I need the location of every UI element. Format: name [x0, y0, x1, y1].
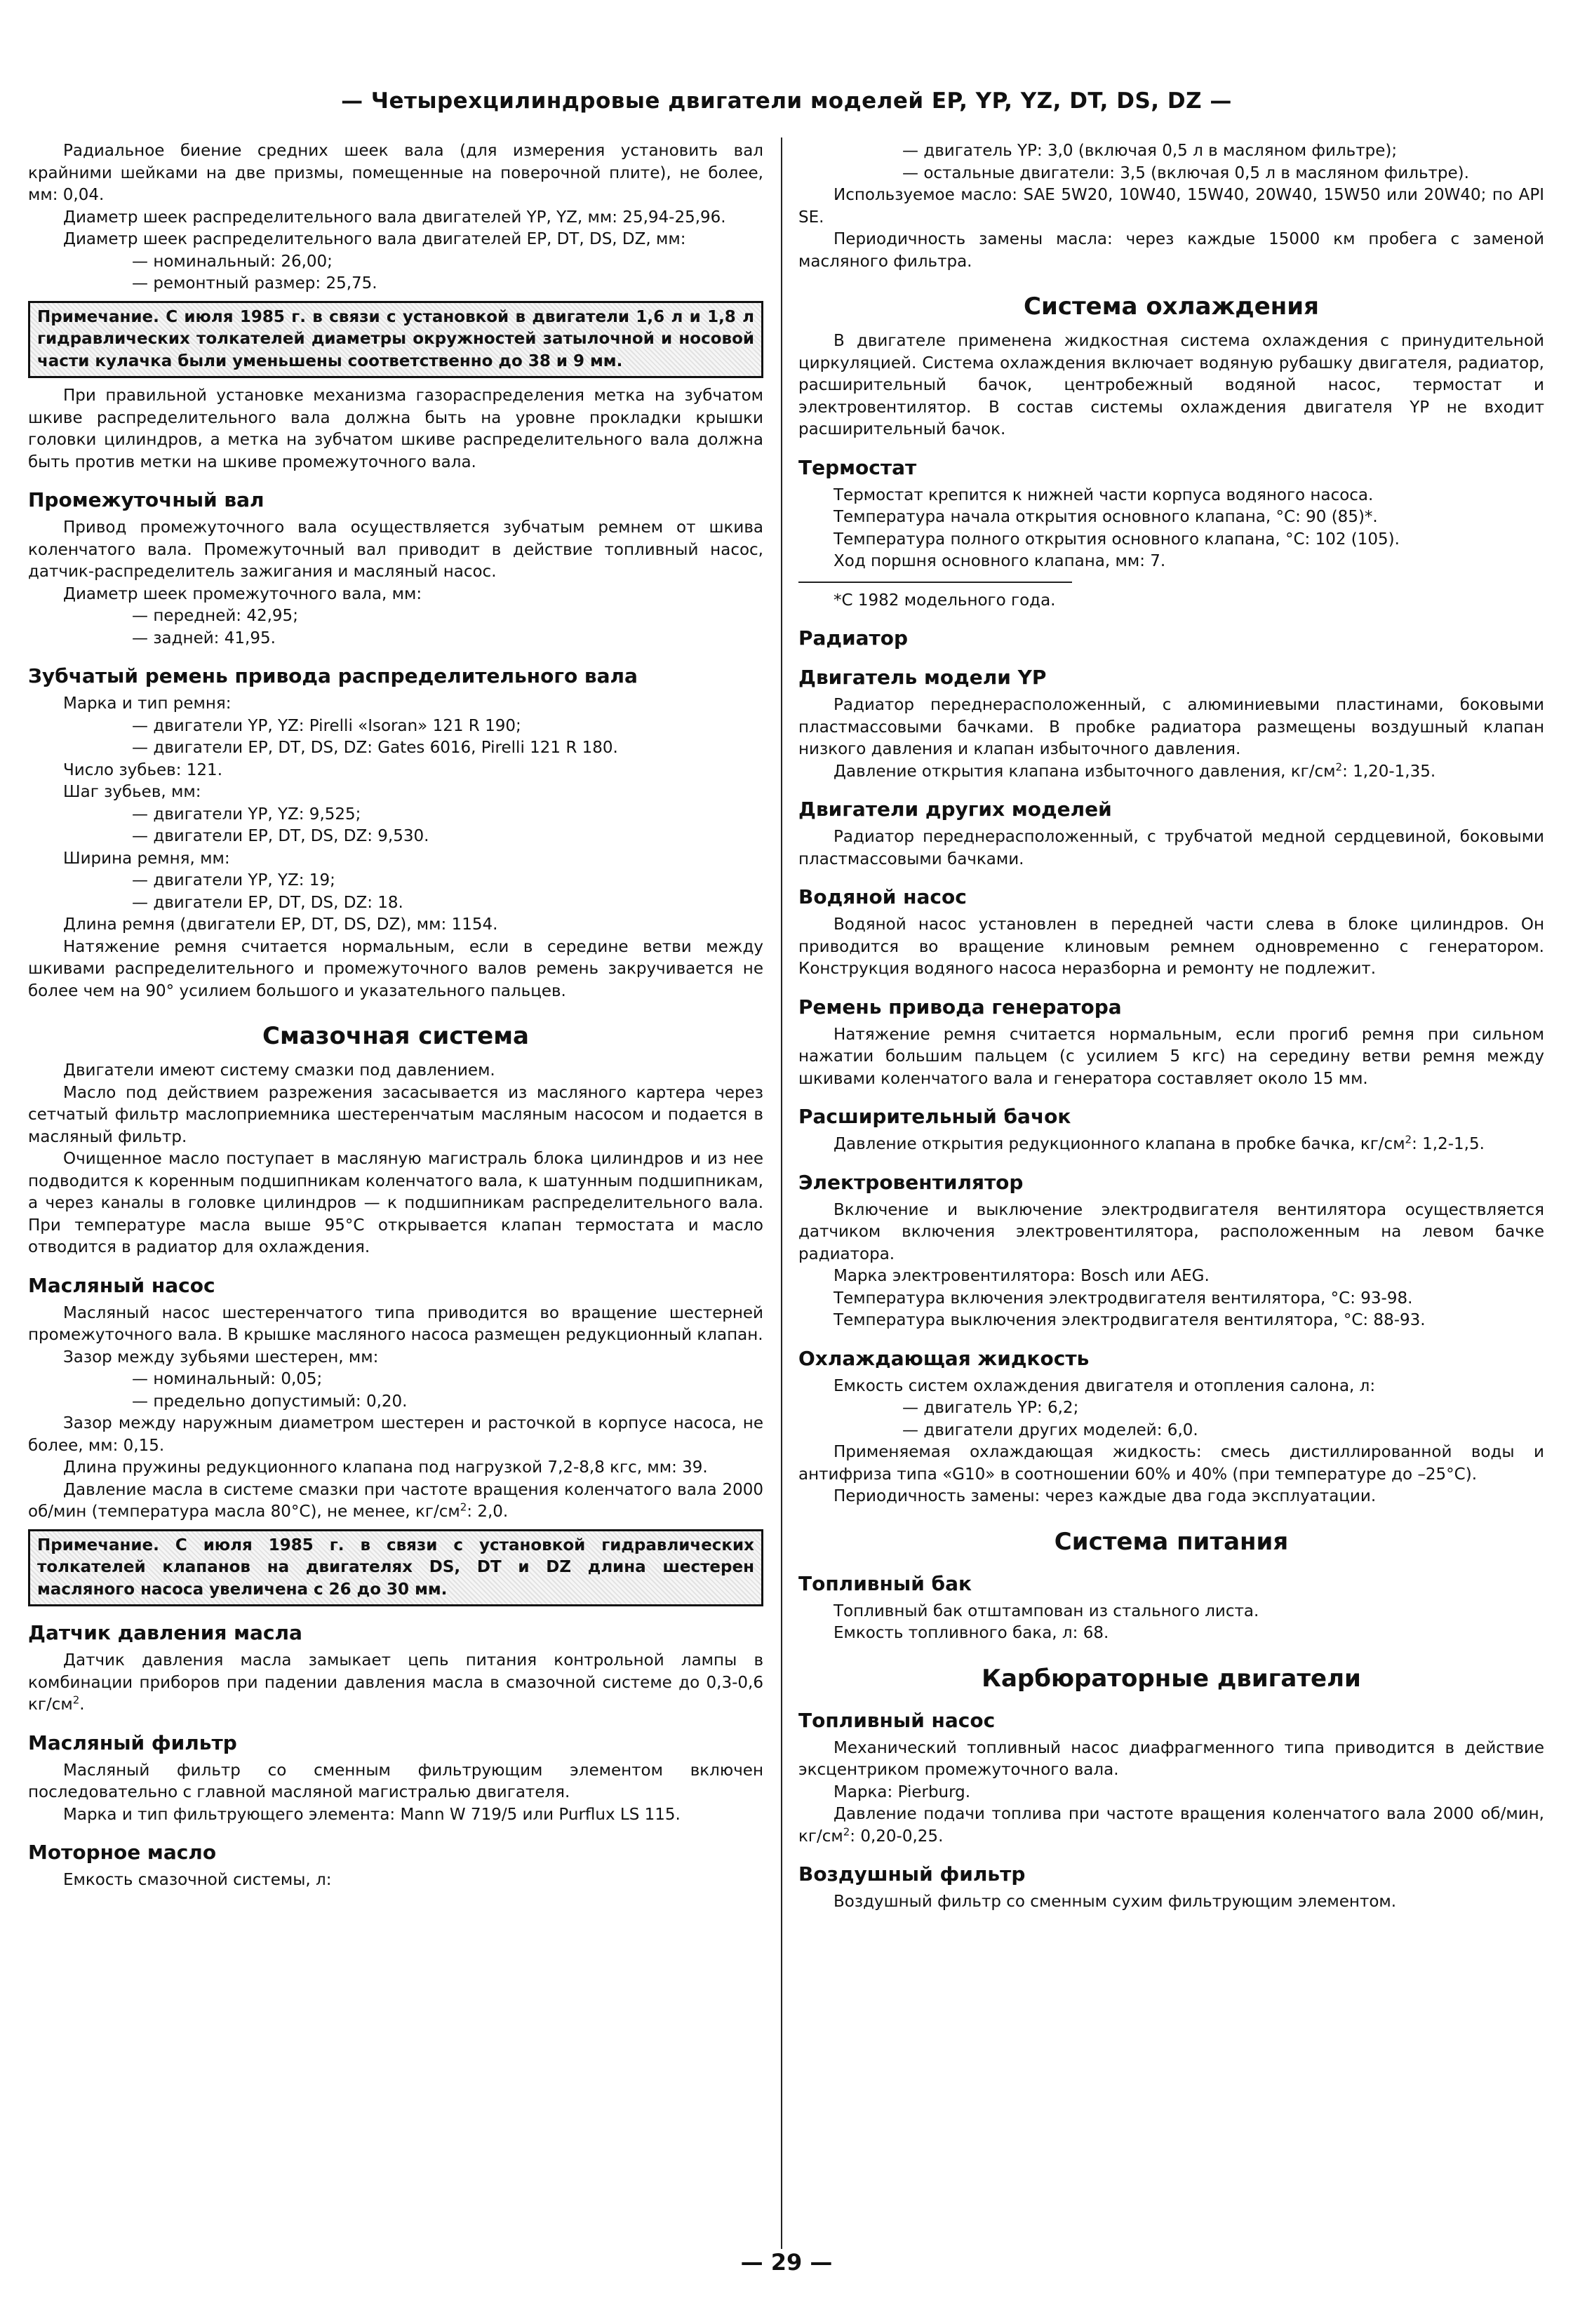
paragraph: Температура включения электродвигателя вентилятора, °С: 93-98.: [834, 1289, 1413, 1308]
superscript: 2: [1405, 1133, 1412, 1146]
footnote: *С 1982 модельного года.: [834, 591, 1056, 610]
paragraph: Топливный бак отштампован из стального листа.: [834, 1601, 1259, 1620]
chapter-heading: Система питания: [1054, 1527, 1289, 1556]
paragraph: Температура выключения электродвигателя вентилятора, °С: 88-93.: [834, 1311, 1426, 1329]
paragraph: Диаметр шеек распределительного вала двигателей YP, YZ, мм: 25,94-25,96.: [63, 208, 726, 227]
text: Давление открытия клапана избыточного давления, кг/см: [834, 762, 1336, 781]
subsection-heading: Двигатель модели YP: [798, 666, 1047, 689]
left-column: [28, 140, 763, 1892]
list-item: — двигатели EP, DT, DS, DZ: 9,530.: [28, 826, 763, 848]
text: : 2,0.: [467, 1503, 509, 1521]
paragraph: Двигатели имеют систему смазки под давлением.: [63, 1061, 495, 1080]
superscript: 2: [72, 1693, 80, 1707]
text: Давление подачи топлива при частоте вращения коленчатого вала 2000 об/мин, кг/см: [798, 1805, 1544, 1846]
paragraph: Марка и тип фильтрующего элемента: Mann W 719/5 или Purflux LS 115.: [63, 1805, 681, 1824]
list-item: — номинальный: 26,00;: [28, 251, 763, 274]
paragraph: [798, 761, 1544, 784]
list-item: — двигатели YP, YZ: Pirelli «Isoran» 121 R 190;: [28, 716, 763, 738]
text: Датчик давления масла замыкает цепь питания контрольной лампы в комбинации приборов при падении давления масла в смазочной системе до 0,3-0,6 кг/см: [28, 1651, 763, 1714]
running-header: — Четырехцилиндровые двигатели моделей EP, YP, YZ, DT, DS, DZ —: [341, 88, 1232, 114]
list-item: — передней: 42,95;: [28, 605, 763, 628]
paragraph: Очищенное масло поступает в масляную магистраль блока цилиндров и из нее подводится к коренным подшипникам коленчатого вала, к шатунным подшипникам, а через каналы в головке цилиндров — к подшипникам распределительного вала. При температуре масла выше 95°С открывается клапан термостата и масло отводится в радиатор для охлаждения.: [28, 1150, 763, 1256]
paragraph: Масляный насос шестеренчатого типа приводится во вращение шестерней промежуточного вала. В крышке масляного насоса размещен редукционный клапан.: [28, 1303, 763, 1344]
paragraph: Марка: Pierburg.: [834, 1782, 971, 1801]
paragraph: Число зубьев: 121.: [63, 760, 223, 779]
superscript: 2: [460, 1500, 467, 1514]
paragraph: Зазор между зубьями шестерен, мм:: [63, 1348, 379, 1366]
text: : 1,20-1,35.: [1342, 762, 1436, 781]
column-divider: [781, 137, 782, 2249]
paragraph: Диаметр шеек промежуточного вала, мм:: [63, 584, 422, 603]
superscript: 2: [1335, 760, 1343, 773]
paragraph: Водяной насос установлен в передней части слева в блоке цилиндров. Он приводится во вращение клиновым ремнем одновременно с генератором. Конструкция водяного насоса неразборна и ремонту не подлежит.: [798, 915, 1544, 978]
paragraph: Масло под действием разрежения засасывается из масляного картера через сетчатый фильтр маслоприемника шестеренчатым масляным насосом и подается в масляный фильтр.: [28, 1083, 763, 1146]
chapter-heading: Смазочная система: [262, 1022, 529, 1050]
section-heading: Датчик давления масла: [28, 1621, 302, 1644]
text: : 1,2-1,5.: [1412, 1135, 1485, 1153]
footnote-rule: [798, 582, 1072, 583]
section-heading: Водяной насос: [798, 885, 967, 908]
section-heading: Зубчатый ремень привода распределительного вала: [28, 664, 638, 687]
paragraph: Длина ремня (двигатели EP, DT, DS, DZ), мм: 1154.: [63, 915, 498, 934]
page-number: — 29 —: [740, 2249, 833, 2276]
section-heading: Моторное масло: [28, 1841, 217, 1864]
paragraph: Диаметр шеек распределительного вала двигателей EP, DT, DS, DZ, мм:: [63, 230, 686, 248]
list-item: — задней: 41,95.: [28, 628, 763, 650]
paragraph: Включение и выключение электродвигателя вентилятора осуществляется датчиком включения электровентилятора, расположенным на левом бачке радиатора.: [798, 1200, 1544, 1263]
paragraph: Радиальное биение средних шеек вала (для измерения установить вал крайними шейками на две призмы, помещенные на поверочной плите), не более, мм: 0,04.: [28, 142, 763, 204]
list-item: — ремонтный размер: 25,75.: [28, 273, 763, 295]
paragraph: Марка электровентилятора: Bosch или AEG.: [834, 1267, 1210, 1285]
section-heading: Топливный насос: [798, 1708, 996, 1732]
list-item: — остальные двигатели: 3,5 (включая 0,5 л в масляном фильтре).: [798, 163, 1544, 185]
note-box: Примечание. С июля 1985 г. в связи с установкой в двигатели 1,6 л и 1,8 л гидравлических толкателей диаметры окружностей затылочной и носовой части кулачка были уменьшены соответственно до 38 и 9 мм.: [28, 301, 763, 379]
section-heading: Охлаждающая жидкость: [798, 1346, 1090, 1370]
paragraph: При правильной установке механизма газораспределения метка на зубчатом шкиве распределительного вала должна быть на уровне прокладки крышки головки цилиндров, а метка на зубчатом шкиве распределительного вала должна быть против метки на шкиве промежуточного вала.: [28, 387, 763, 471]
paragraph: Емкость смазочной системы, л:: [63, 1871, 332, 1889]
section-heading: Радиатор: [798, 626, 909, 650]
paragraph: Шаг зубьев, мм:: [63, 783, 201, 801]
paragraph: Используемое масло: SAE 5W20, 10W40, 15W40, 20W40, 15W50 или 20W40; по API SE.: [798, 186, 1544, 227]
section-heading: Топливный бак: [798, 1571, 972, 1595]
list-item: — двигатель YP: 6,2;: [798, 1397, 1544, 1420]
paragraph: Температура начала открытия основного клапана, °С: 90 (85)*.: [834, 508, 1378, 526]
paragraph: Радиатор переднерасположенный, с трубчатой медной сердцевиной, боковыми пластмассовыми бачками.: [798, 828, 1544, 868]
section-heading: Электровентилятор: [798, 1170, 1024, 1194]
list-item: — двигатель YP: 3,0 (включая 0,5 л в масляном фильтре);: [798, 140, 1544, 163]
paragraph: Натяжение ремня считается нормальным, если прогиб ремня при сильном нажатии большим пальцем (с усилием 5 кгс) на середину ветви ремня между шкивами коленчатого вала и генератора составляет около 15 мм.: [798, 1025, 1544, 1088]
chapter-heading: Карбюраторные двигатели: [982, 1664, 1361, 1693]
section-heading: Масляный насос: [28, 1273, 215, 1297]
paragraph: Марка и тип ремня:: [63, 694, 232, 713]
paragraph: Температура полного открытия основного клапана, °С: 102 (105).: [834, 530, 1400, 549]
paragraph: В двигателе применена жидкостная система охлаждения с принудительной циркуляцией. Система охлаждения включает водяную рубашку двигателя, радиатор, расширительный бачок, центробежный водяной насос, термостат и электровентилятор. В состав системы охлаждения двигателя YP не входит расширительный бачок.: [798, 332, 1544, 438]
section-heading: Термостат: [798, 455, 917, 479]
subsection-heading: Двигатели других моделей: [798, 798, 1112, 821]
text: Давление открытия редукционного клапана в пробке бачка, кг/см: [834, 1135, 1405, 1153]
paragraph: Периодичность замены: через каждые два года эксплуатации.: [834, 1487, 1377, 1505]
paragraph: [798, 1134, 1544, 1156]
paragraph: Привод промежуточного вала осуществляется зубчатым ремнем от шкива коленчатого вала. Промежуточный вал приводит в действие топливный насос, датчик-распределитель зажигания и масляный насос.: [28, 518, 763, 581]
paragraph: Емкость систем охлаждения двигателя и отопления салона, л:: [834, 1376, 1376, 1395]
paragraph: Механический топливный насос диафрагменного типа приводится в действие эксцентриком промежуточного вала.: [798, 1738, 1544, 1779]
list-item: — двигатели YP, YZ: 19;: [28, 870, 763, 892]
section-heading: Расширительный бачок: [798, 1105, 1071, 1128]
section-heading: Ремень привода генератора: [798, 995, 1122, 1019]
paragraph: Применяемая охлаждающая жидкость: смесь дистиллированной воды и антифриза типа «G10» в соотношении 60% и 40% (при температуре до –25°С).: [798, 1443, 1544, 1484]
right-column: [798, 140, 1544, 1914]
text: : 0,20-0,25.: [850, 1827, 944, 1846]
section-heading: Промежуточный вал: [28, 488, 265, 511]
superscript: 2: [843, 1825, 850, 1838]
paragraph: Воздушный фильтр со сменным сухим фильтрующим элементом.: [834, 1893, 1397, 1911]
list-item: — двигатели других моделей: 6,0.: [798, 1420, 1544, 1442]
paragraph: [28, 1479, 763, 1524]
text: .: [79, 1695, 85, 1714]
list-item: — предельно допустимый: 0,20.: [28, 1391, 763, 1413]
note-box: Примечание. С июля 1985 г. в связи с установкой гидравлических толкателей клапанов на двигателях DS, DT и DZ длина шестерен масляного насоса увеличена с 26 до 30 мм.: [28, 1529, 763, 1607]
paragraph: Термостат крепится к нижней части корпуса водяного насоса.: [834, 485, 1374, 504]
paragraph: Периодичность замены масла: через каждые 15000 км пробега с заменой масляного фильтра.: [798, 230, 1544, 271]
section-heading: Масляный фильтр: [28, 1731, 237, 1754]
list-item: — двигатели YP, YZ: 9,525;: [28, 804, 763, 826]
paragraph: Ширина ремня, мм:: [63, 849, 230, 868]
list-item: — номинальный: 0,05;: [28, 1369, 763, 1391]
list-item: — двигатели EP, DT, DS, DZ: Gates 6016, Pirelli 121 R 180.: [28, 737, 763, 760]
chapter-heading: Система охлаждения: [1024, 293, 1319, 321]
section-heading: Воздушный фильтр: [798, 1862, 1026, 1886]
list-item: — двигатели EP, DT, DS, DZ: 18.: [28, 892, 763, 915]
paragraph: Ход поршня основного клапана, мм: 7.: [834, 552, 1166, 570]
text: Давление масла в системе смазки при частоте вращения коленчатого вала 2000 об/мин (температура масла 80°С), не менее, кг/см: [28, 1480, 763, 1521]
paragraph: Зазор между наружным диаметром шестерен и расточкой в корпусе насоса, не более, мм: 0,15.: [28, 1414, 763, 1455]
paragraph: Радиатор переднерасположенный, с алюминиевыми пластинами, боковыми пластмассовыми бачками. В пробке радиатора размещены воздушный клапан низкого давления и клапан избыточного давления.: [798, 696, 1544, 758]
paragraph: Натяжение ремня считается нормальным, если в середине ветви между шкивами распределительного и промежуточного валов ремень закручивается не более чем на 90° усилием большого и указательного пальцев.: [28, 937, 763, 1000]
paragraph: Длина пружины редукционного клапана под нагрузкой 7,2-8,8 кгс, мм: 39.: [63, 1458, 708, 1477]
paragraph: [28, 1650, 763, 1717]
paragraph: Масляный фильтр со сменным фильтрующим элементом включен последовательно с главной масляной магистралью двигателя.: [28, 1761, 763, 1801]
paragraph: [798, 1804, 1544, 1848]
paragraph: Емкость топливного бака, л: 68.: [834, 1624, 1109, 1642]
